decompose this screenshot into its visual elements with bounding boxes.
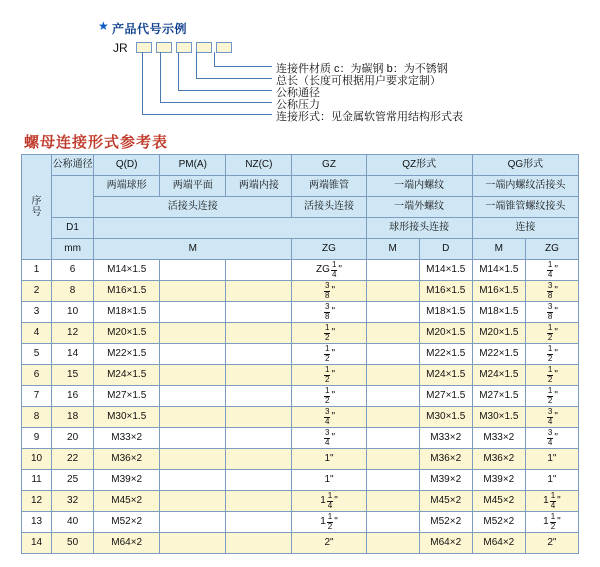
cell-gz-thread: $\frac{3}{8}$ " (292, 302, 366, 323)
leader-line-h4 (196, 78, 272, 79)
cell-qz-d: M64×2 (419, 533, 472, 554)
leader-line-h2 (160, 102, 272, 103)
leader-line-v2 (160, 52, 161, 102)
cell-nz-thread (226, 533, 292, 554)
table-row (22, 365, 579, 386)
cell-qg-m: M22×1.5 (472, 344, 525, 365)
product-code-diagram (0, 0, 600, 128)
table-row (22, 533, 579, 554)
cell-pm-thread (160, 407, 226, 428)
table-row (22, 386, 579, 407)
cell-qz-m (366, 365, 419, 386)
cell-qz-m (366, 449, 419, 470)
cell-pm-thread (160, 260, 226, 281)
table-row (22, 260, 579, 281)
leader-line-h5 (214, 66, 272, 67)
cell-seq: 7 (22, 386, 52, 407)
cell-pm-thread (160, 491, 226, 512)
table-row (22, 470, 579, 491)
cell-qz-d: M20×1.5 (419, 323, 472, 344)
cell-qg-m: M36×2 (472, 449, 525, 470)
table-row (22, 344, 579, 365)
header-desc-pm: 两端平面 (160, 176, 226, 197)
cell-qz-d: M33×2 (419, 428, 472, 449)
cell-nominal-diameter: 16 (52, 386, 94, 407)
cell-nominal-diameter: 12 (52, 323, 94, 344)
cell-qz-d: M16×1.5 (419, 281, 472, 302)
cell-qg-m: M64×2 (472, 533, 525, 554)
header-symbol-zg-gz: ZG (292, 239, 366, 260)
header-group-code-gz: GZ (292, 155, 366, 176)
cell-gz-thread: 2" (292, 533, 366, 554)
cell-nominal-diameter: 8 (52, 281, 94, 302)
table-header-row-units (22, 239, 579, 260)
cell-pm-thread (160, 281, 226, 302)
header-symbol-m-qg: M (472, 239, 525, 260)
cell-qg-m: M16×1.5 (472, 281, 525, 302)
cell-qg-zg: $\frac{3}{8}$ " (525, 281, 578, 302)
cell-qz-d: M27×1.5 (419, 386, 472, 407)
legend-total-length: 总长（长度可根据用户要求定制） (276, 75, 441, 87)
cell-nominal-diameter: 25 (52, 470, 94, 491)
cell-pm-thread (160, 323, 226, 344)
cell-seq: 1 (22, 260, 52, 281)
cell-qg-zg: 1" (525, 470, 578, 491)
cell-qz-d: M39×2 (419, 470, 472, 491)
code-box-4 (196, 42, 212, 53)
cell-qz-m (366, 491, 419, 512)
code-box-1 (136, 42, 152, 53)
cell-q-thread: M64×2 (94, 533, 160, 554)
code-prefix-label: JR (113, 41, 128, 55)
cell-q-thread: M39×2 (94, 470, 160, 491)
legend-nominal-pressure: 公称压力 (276, 99, 320, 111)
header-symbol-d-qz: D (419, 239, 472, 260)
cell-q-thread: M22×1.5 (94, 344, 160, 365)
cell-gz-thread: $\frac{3}{8}$ " (292, 281, 366, 302)
cell-q-thread: M27×1.5 (94, 386, 160, 407)
cell-seq: 14 (22, 533, 52, 554)
header-connection-qg: 连接 (472, 218, 578, 239)
header-group-code-q: Q(D) (94, 155, 160, 176)
cell-qg-zg: $\frac{1}{2}$ " (525, 386, 578, 407)
leader-line-v4 (196, 52, 197, 78)
cell-gz-thread: ZG $\frac{1}{4}$ " (292, 260, 366, 281)
cell-q-thread: M33×2 (94, 428, 160, 449)
cell-seq: 9 (22, 428, 52, 449)
header-desc-gz: 两端锥管 (292, 176, 366, 197)
table-header-row-connection (22, 197, 579, 218)
header-ball-joint-qz: 球形接头连接 (366, 218, 472, 239)
cell-q-thread: M14×1.5 (94, 260, 160, 281)
header-nominal-diameter: 公称通径 (52, 155, 94, 176)
cell-qz-m (366, 428, 419, 449)
cell-gz-thread: 1 $\frac{1}{2}$ " (292, 512, 366, 533)
cell-seq: 13 (22, 512, 52, 533)
header-union-connection-gz: 活接头连接 (292, 197, 366, 218)
leader-line-v3 (178, 52, 179, 90)
cell-seq: 10 (22, 449, 52, 470)
header-group-code-qg: QG形式 (472, 155, 578, 176)
cell-pm-thread (160, 386, 226, 407)
legend-connector-material: 连接件材质 c：为碳钢 b：为不锈钢 (276, 63, 448, 75)
table-row (22, 512, 579, 533)
cell-qg-m: M14×1.5 (472, 260, 525, 281)
table-header-row-desc (22, 176, 579, 197)
header-desc-nz: 两端内接 (226, 176, 292, 197)
cell-seq: 5 (22, 344, 52, 365)
cell-qg-zg: $\frac{1}{2}$ " (525, 365, 578, 386)
cell-qz-m (366, 344, 419, 365)
cell-gz-thread: 1 $\frac{1}{4}$ " (292, 491, 366, 512)
cell-qz-d: M45×2 (419, 491, 472, 512)
cell-qz-d: M18×1.5 (419, 302, 472, 323)
cell-nz-thread (226, 407, 292, 428)
header-symbol-m-left: M (94, 239, 292, 260)
cell-q-thread: M36×2 (94, 449, 160, 470)
cell-qz-d: M14×1.5 (419, 260, 472, 281)
diagram-title: 产品代号示例 (112, 22, 188, 36)
header-seq-char2: 号 (31, 207, 42, 218)
header-external-thread-qz: 一端外螺纹 (366, 197, 472, 218)
cell-qz-d: M52×2 (419, 512, 472, 533)
table-header-row-codes (22, 155, 579, 176)
cell-pm-thread (160, 428, 226, 449)
cell-pm-thread (160, 365, 226, 386)
table-row (22, 407, 579, 428)
cell-nz-thread (226, 260, 292, 281)
header-desc-qz: 一端内螺纹 (366, 176, 472, 197)
cell-qg-zg: 1" (525, 449, 578, 470)
cell-qz-m (366, 512, 419, 533)
cell-pm-thread (160, 449, 226, 470)
cell-q-thread: M30×1.5 (94, 407, 160, 428)
header-taper-thread-qg: 一端锥管螺纹接头 (472, 197, 578, 218)
cell-qg-zg: 2" (525, 533, 578, 554)
cell-pm-thread (160, 533, 226, 554)
cell-nominal-diameter: 15 (52, 365, 94, 386)
cell-pm-thread (160, 470, 226, 491)
header-group-code-qz: QZ形式 (366, 155, 472, 176)
table-row (22, 428, 579, 449)
header-symbol-zg-qg: ZG (525, 239, 578, 260)
cell-gz-thread: 1" (292, 449, 366, 470)
cell-qz-m (366, 407, 419, 428)
table-row (22, 491, 579, 512)
legend-nominal-diameter: 公称通径 (276, 87, 320, 99)
code-box-2 (156, 42, 172, 53)
cell-nz-thread (226, 365, 292, 386)
cell-q-thread: M18×1.5 (94, 302, 160, 323)
cell-pm-thread (160, 512, 226, 533)
cell-pm-thread (160, 344, 226, 365)
leader-line-h1 (142, 114, 272, 115)
cell-nominal-diameter: 20 (52, 428, 94, 449)
leader-line-v5 (214, 52, 215, 66)
cell-qg-m: M45×2 (472, 491, 525, 512)
cell-seq: 6 (22, 365, 52, 386)
cell-qz-m (366, 470, 419, 491)
cell-gz-thread: $\frac{3}{4}$ " (292, 428, 366, 449)
header-symbol-m-qz: M (366, 239, 419, 260)
cell-nz-thread (226, 512, 292, 533)
cell-qz-d: M30×1.5 (419, 407, 472, 428)
cell-qg-m: M33×2 (472, 428, 525, 449)
cell-qg-m: M30×1.5 (472, 407, 525, 428)
cell-qz-d: M24×1.5 (419, 365, 472, 386)
nut-connection-spec-table (21, 154, 579, 554)
table-row (22, 281, 579, 302)
cell-qz-m (366, 533, 419, 554)
table-row (22, 449, 579, 470)
header-unit-mm: mm (52, 239, 94, 260)
cell-nominal-diameter: 22 (52, 449, 94, 470)
header-dn-blank (52, 176, 94, 218)
cell-gz-thread: $\frac{1}{2}$ " (292, 386, 366, 407)
header-group-code-pm: PM(A) (160, 155, 226, 176)
cell-qg-zg: $\frac{3}{4}$ " (525, 407, 578, 428)
cell-q-thread: M20×1.5 (94, 323, 160, 344)
cell-nz-thread (226, 302, 292, 323)
cell-seq: 12 (22, 491, 52, 512)
header-desc-qg: 一端内螺纹活接头 (472, 176, 578, 197)
cell-nz-thread (226, 491, 292, 512)
cell-qz-d: M22×1.5 (419, 344, 472, 365)
cell-seq: 2 (22, 281, 52, 302)
cell-qg-zg: 1 $\frac{1}{4}$ " (525, 491, 578, 512)
cell-qz-d: M36×2 (419, 449, 472, 470)
cell-seq: 4 (22, 323, 52, 344)
cell-nominal-diameter: 6 (52, 260, 94, 281)
table-row (22, 323, 579, 344)
table-row (22, 302, 579, 323)
cell-nominal-diameter: 40 (52, 512, 94, 533)
header-seq (22, 155, 52, 260)
cell-nominal-diameter: 18 (52, 407, 94, 428)
cell-q-thread: M16×1.5 (94, 281, 160, 302)
code-box-group (136, 42, 232, 53)
cell-nominal-diameter: 32 (52, 491, 94, 512)
header-group-code-nz: NZ(C) (226, 155, 292, 176)
cell-nz-thread (226, 323, 292, 344)
leader-line-v1 (142, 52, 143, 114)
cell-qg-zg: $\frac{3}{4}$ " (525, 428, 578, 449)
cell-seq: 11 (22, 470, 52, 491)
cell-nominal-diameter: 50 (52, 533, 94, 554)
cell-qz-m (366, 323, 419, 344)
cell-nz-thread (226, 344, 292, 365)
cell-gz-thread: 1" (292, 470, 366, 491)
cell-q-thread: M24×1.5 (94, 365, 160, 386)
cell-nz-thread (226, 281, 292, 302)
cell-qg-zg: $\frac{3}{8}$ " (525, 302, 578, 323)
cell-nz-thread (226, 386, 292, 407)
cell-qg-m: M39×2 (472, 470, 525, 491)
cell-qz-m (366, 260, 419, 281)
cell-pm-thread (160, 302, 226, 323)
cell-qg-zg: $\frac{1}{2}$ " (525, 323, 578, 344)
code-box-5 (216, 42, 232, 53)
cell-gz-thread: $\frac{3}{4}$ " (292, 407, 366, 428)
cell-qg-zg: $\frac{1}{2}$ " (525, 344, 578, 365)
cell-qg-m: M18×1.5 (472, 302, 525, 323)
cell-q-thread: M45×2 (94, 491, 160, 512)
cell-qg-m: M27×1.5 (472, 386, 525, 407)
cell-qg-m: M52×2 (472, 512, 525, 533)
cell-nz-thread (226, 428, 292, 449)
cell-seq: 8 (22, 407, 52, 428)
cell-qz-m (366, 281, 419, 302)
cell-qg-m: M24×1.5 (472, 365, 525, 386)
leader-line-h3 (178, 90, 272, 91)
cell-qg-zg: 1 $\frac{1}{2}$ " (525, 512, 578, 533)
cell-q-thread: M52×2 (94, 512, 160, 533)
cell-nominal-diameter: 10 (52, 302, 94, 323)
star-icon: ★ (98, 19, 109, 33)
cell-qg-m: M20×1.5 (472, 323, 525, 344)
cell-gz-thread: $\frac{1}{2}$ " (292, 323, 366, 344)
header-seq-char1: 序 (31, 195, 42, 207)
legend-connection-type: 连接形式：见金属软管常用结构形式表 (276, 111, 463, 123)
header-blank-mid (94, 218, 366, 239)
cell-nominal-diameter: 14 (52, 344, 94, 365)
cell-qg-zg: $\frac{1}{4}$ " (525, 260, 578, 281)
cell-nz-thread (226, 449, 292, 470)
header-desc-q: 两端球形 (94, 176, 160, 197)
header-d1: D1 (52, 218, 94, 239)
cell-gz-thread: $\frac{1}{2}$ " (292, 344, 366, 365)
cell-gz-thread: $\frac{1}{2}$ " (292, 365, 366, 386)
cell-nz-thread (226, 470, 292, 491)
table-title: 螺母连接形式参考表 (24, 134, 169, 151)
cell-qz-m (366, 302, 419, 323)
cell-seq: 3 (22, 302, 52, 323)
table-header-row-d1 (22, 218, 579, 239)
header-union-connection-left: 活接头连接 (94, 197, 292, 218)
cell-qz-m (366, 386, 419, 407)
